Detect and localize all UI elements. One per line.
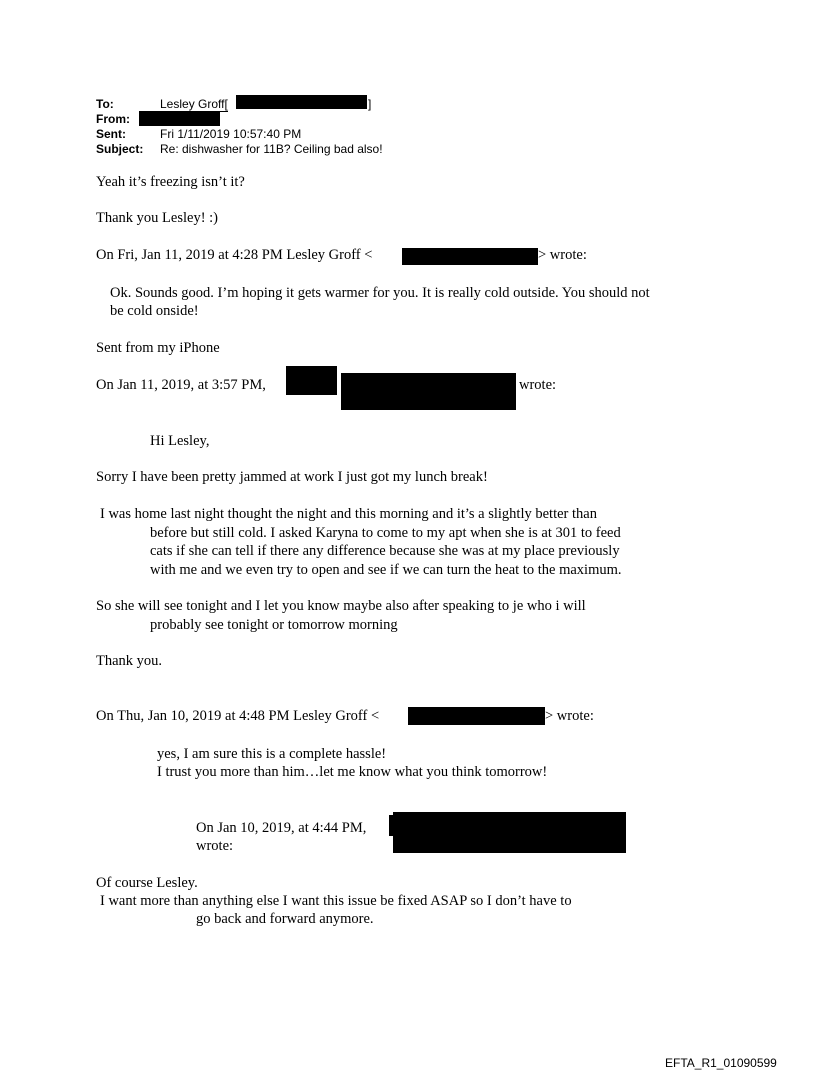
quote-intro: On Thu, Jan 10, 2019 at 4:48 PM Lesley Groff < [96,708,380,724]
quote-intro: On Jan 11, 2019, at 3:57 PM, [96,377,266,393]
redaction-bar [341,373,516,410]
redaction-bar [408,707,545,725]
quote-wrote: wrote: [519,377,557,393]
paragraph-line: I was home last night thought the night and this morning and it’s a slightly better than [100,506,597,522]
quote-intro: On Fri, Jan 11, 2019 at 4:28 PM Lesley Groff < [96,247,373,263]
paragraph-line: with me and we even try to open and see if we can turn the heat to the maximum. [150,562,622,578]
paragraph-line: cats if she can tell if there any difference because she was at my place previously [150,543,620,559]
paragraph-line: Sorry I have been pretty jammed at work I just got my lunch break! [96,469,488,485]
redaction-bar [139,111,220,126]
document-id: EFTA_R1_01090599 [665,1056,777,1070]
message-line: Thank you Lesley! :) [96,210,219,226]
redaction-bar [286,366,337,395]
paragraph-line: Thank you. [96,653,163,669]
quote-wrote: wrote: [196,838,234,854]
paragraph-line: before but still cold. I asked Karyna to come to my apt when she is at 301 to feed [150,525,621,541]
to-label: To: [96,97,114,111]
sent-label: Sent: [96,127,126,141]
paragraph-line: So she will see tonight and I let you know maybe also after speaking to je who i will [96,598,586,614]
quote-body-line: I trust you more than him…let me know what you think tomorrow! [157,764,548,780]
to-value: Lesley Groff[ [160,97,228,111]
paragraph-line: go back and forward anymore. [196,911,374,927]
quote-body-line: Ok. Sounds good. I’m hoping it gets warmer for you. It is really cold outside. You should not [110,285,650,301]
redaction-bar [236,95,367,109]
greeting: Hi Lesley, [150,433,210,449]
quote-body-line: yes, I am sure this is a complete hassle! [157,746,387,762]
message-line: Yeah it’s freezing isn’t it? [96,174,245,190]
redaction-bar [393,812,626,853]
subject-value: Re: dishwasher for 11B? Ceiling bad also! [160,142,383,156]
from-label: From: [96,112,130,126]
redaction-bar [402,248,538,265]
to-close: ] [368,97,372,111]
quote-intro: On Jan 10, 2019, at 4:44 PM, [196,820,367,836]
sent-value: Fri 1/11/2019 10:57:40 PM [160,127,302,141]
quote-wrote: > wrote: [538,247,587,263]
quote-wrote: > wrote: [545,708,594,724]
paragraph-line: I want more than anything else I want this issue be fixed ASAP so I don’t have to [100,893,572,909]
quote-body-line: be cold onside! [110,303,199,319]
paragraph-line: probably see tonight or tomorrow morning [150,617,398,633]
subject-label: Subject: [96,142,144,156]
signature: Sent from my iPhone [96,340,220,356]
paragraph-line: Of course Lesley. [96,875,198,891]
